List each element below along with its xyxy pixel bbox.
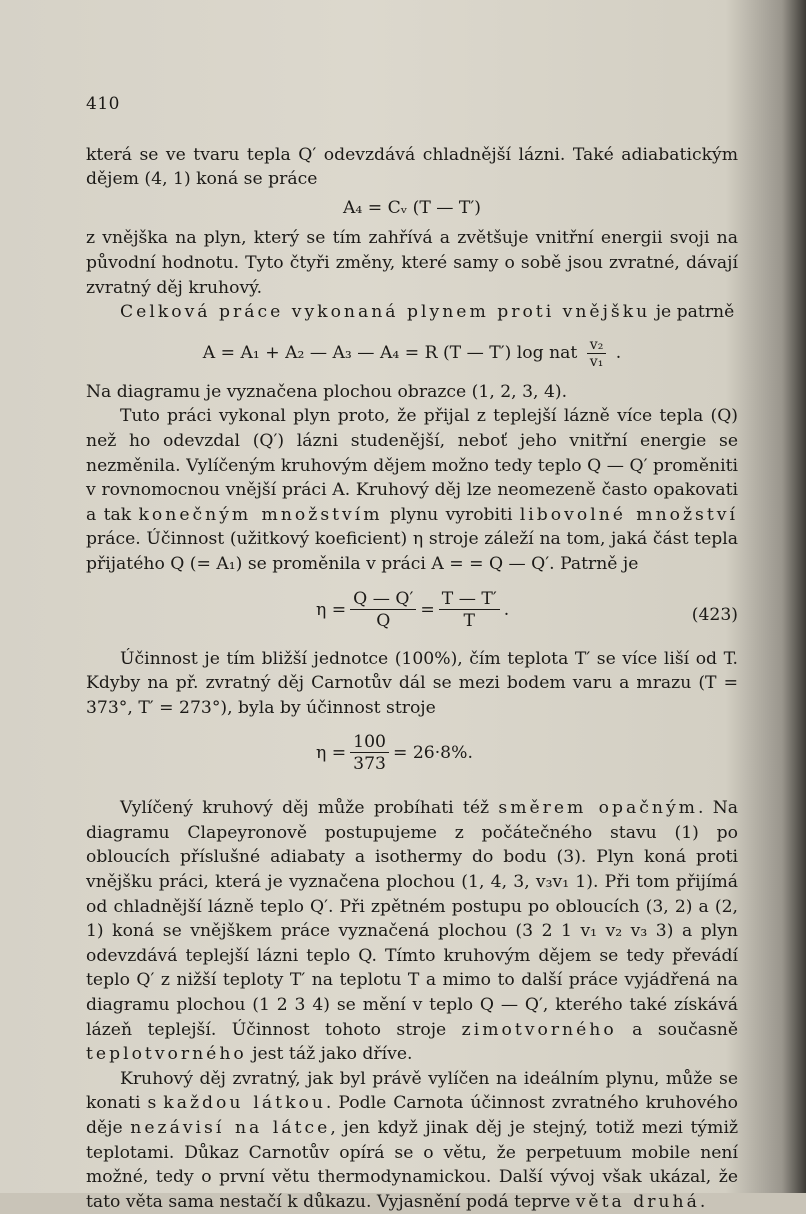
page-text [86,92,738,1214]
spaced-text: nezávisí na látce [130,1118,331,1138]
paragraph-5 [86,404,738,576]
equation-total-work [86,337,738,370]
fraction-v2-v1 [587,337,607,370]
text-run: Tuto práci vykonal plyn proto, že přijal z teplejší lázně více tepla (Q) než ho odevzdal (Q′) lázni studenější, neboť jeho vnitřní energie se nezměnila. Vylíčeným kruhovým dějem možno tedy teplo Q — Q′ proměniti v rovnomocnou vnější práci A. Kruhový děj lze neomezeně často opakovati a tak [86,406,738,525]
paragraph-3 [86,300,738,325]
text-run: , jen když jinak děj je stejný, totiž mezi týmiž teplotami. Důkaz Carnotův opírá se o větu, že perpetuum mobile není možné, tedy o první větu thermodynamickou. Další vývoj však ukázal, že tato věta sama nestačí k důkazu. Vyjasnění podá teprve [86,1118,738,1212]
paragraph-6: Účinnost je tím bližší jednotce (100%), čím teplota T′ se více liší od T. Kdyby na př. zvratný děj Carnotův dál se mezi bodem varu a mrazu (T = 373°, T′ = 273°), byla by účinnost stroje [86,648,738,718]
spaced-text: konečným množstvím [138,504,383,525]
paragraph-4: Na diagramu je vyznačena plochou obrazce (1, 2, 3, 4). [86,381,568,402]
fraction-numerator: v₂ [587,337,607,354]
fraction-t [439,589,500,632]
equation-lhs: η = [316,599,347,620]
spaced-text: libovolné množství [519,504,738,525]
paragraph-1: která se ve tvaru tepla Q′ odevzdává chladnější lázni. Také adiabatickým dějem (4, 1) koná se práce [86,144,738,190]
equals-sign: = [420,599,435,620]
text-run: práce. Účinnost (užitkový koeficient) η stroje záleží na tom, jaká část tepla přijatého Q (= A₁) se proměnila v práci A = = Q — Q′. Patrně je [86,529,738,574]
text-run: a současně [616,1019,738,1040]
equation-423 [86,585,738,641]
page-number: 410 [86,94,120,114]
text-run: jest táž jako dříve. [246,1044,413,1065]
paragraph-2: z vnějška na plyn, který se tím zahřívá a zvětšuje vnitřní energii svoji na původní hodnotu. Tyto čtyři změny, které samy o sobě jsou zvratné, dávají zvratný děj kruhový. [86,228,738,298]
equation-carnot-efficiency [86,730,738,780]
paragraph-8 [86,1067,738,1214]
fraction-numerator: 100 [350,732,389,753]
text-run: . Na diagramu Clapeyronově postupujeme z počátečného stavu (1) po obloucích příslušné adiabaty a isothermy do bodu (3). Plyn koná proti vnějšku práci, která je vyznačena plochou (1, 4, 3, v₃v₁ 1). Při tom přijímá od chladnější lázně teplo Q′. Při zpětném postupu po obloucích (3, 2) a (2, 1) koná se vnějškem práce vyznačená plochou (3 2 1 v₁ v₂ v₃ 3) a plyn odevzdává teplejší lázni teplo Q. Tímto kruhovým dějem se tedy převádí teplo Q′ z nižší teploty T′ na teplotu T a mimo to další práce vyjádřená na diagramu plochou (1 2 3 4) se mění v teplo Q — Q′, kterého také získává lázeň teplejší. Účinnost tohoto stroje [86,798,739,1040]
fraction-100-373 [350,732,389,775]
spaced-text: zimotvorného [461,1019,617,1040]
equation-rhs: = 26·8%. [392,743,473,764]
fraction-numerator: T — T′ [439,589,500,610]
text-run: . [699,1191,706,1212]
equation-a4: A₄ = Cᵥ (T — T′) [342,197,481,218]
equation-number: (423) [691,604,738,625]
fraction-denominator: T [463,610,475,631]
text-run: plynu vyrobiti [382,504,513,525]
text-run: je patrně [650,302,735,323]
text-run: . Podle Carnota účinnost zvratného kruhového děje [86,1093,738,1138]
equation-work-left: A = A₁ + A₂ — A₃ — A₄ = R (T — T′) log nat [202,342,578,363]
fraction-denominator: v₁ [589,353,604,370]
paragraph-7 [86,796,738,1067]
text-run: Vylíčený kruhový děj může probíhati též [120,798,490,819]
spaced-text: věta druhá [575,1191,700,1212]
equation-end: . [503,599,510,620]
spaced-text: směrem opačným [498,798,698,819]
equation-lhs: η = [316,743,347,764]
fraction-denominator: 373 [353,754,386,775]
spaced-text: každou látkou [163,1093,326,1114]
equation-end: . [615,342,622,363]
text-run: Kruhový děj zvratný, jak byl právě vylíčen na ideálním plynu, může se konati s [86,1068,738,1114]
fraction-numerator: Q — Q′ [350,589,416,610]
spaced-text: Celková práce vykonaná plynem proti vnějšku [120,302,651,323]
equation-body [316,589,509,632]
fraction-q [350,589,416,632]
spaced-text: teplotvorného [86,1044,247,1065]
equation-body [316,732,473,775]
fraction-denominator: Q [376,610,391,631]
